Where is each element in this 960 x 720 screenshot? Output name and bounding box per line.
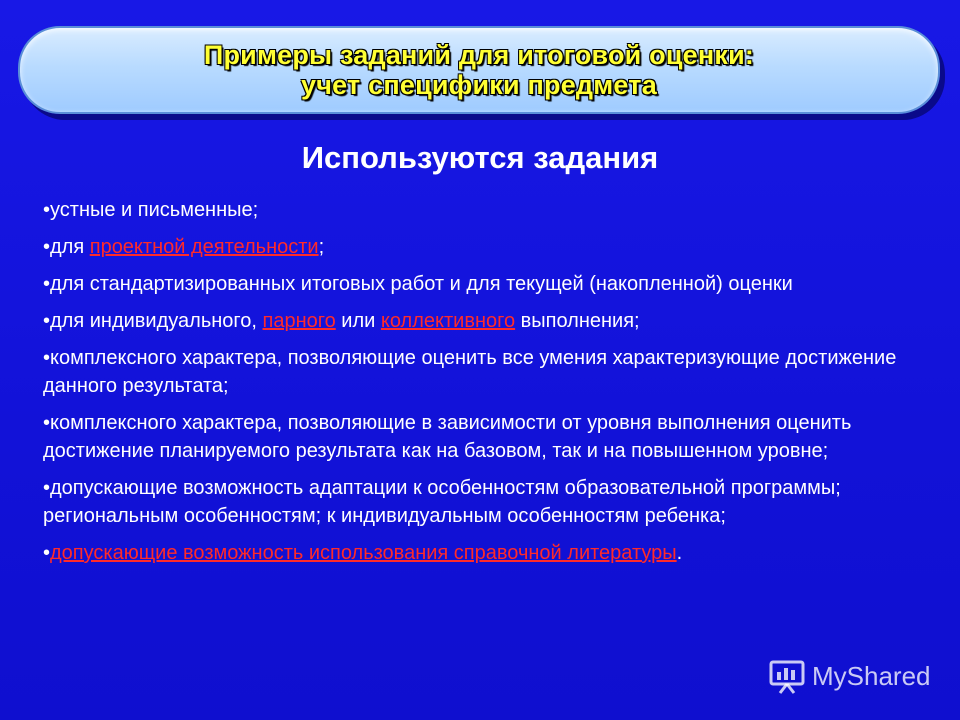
presentation-board-icon	[768, 657, 806, 695]
item-text: •для индивидуального,	[43, 310, 263, 332]
watermark[interactable]	[768, 656, 931, 696]
title-line-1: Примеры заданий для итоговой оценки:	[203, 40, 755, 70]
reference-literature-link[interactable]: допускающие возможность использования справочной литературы	[50, 542, 677, 564]
item-text: выполнения;	[515, 310, 640, 332]
item-text: .	[676, 542, 683, 564]
subheading: Используются задания	[301, 140, 659, 175]
pair-link[interactable]: парного	[262, 310, 336, 332]
item-text: ;	[318, 236, 325, 258]
project-activity-link[interactable]: проектной деятельности	[89, 236, 319, 258]
item-text: •устные и письменные;	[43, 199, 259, 221]
list-item	[43, 270, 923, 298]
item-text: •комплексного характера, позволяющие в зависимости от уровня выполнения оценить достижение планируемого результата как на базовом, так и на повышенном уровне;	[43, 412, 852, 462]
list-item	[43, 307, 923, 335]
list-item	[43, 409, 923, 465]
item-text: •комплексного характера, позволяющие оценить все умения характеризующие достижение данного результата;	[43, 347, 897, 397]
item-text: •для	[43, 236, 90, 258]
list-item	[43, 539, 923, 567]
item-text: •	[43, 542, 51, 564]
list-item	[43, 233, 923, 261]
item-text: •допускающие возможность адаптации к особенностям образовательной программы; региональным особенностям; к индивидуальным особенностям ребенка;	[43, 477, 841, 527]
collective-link[interactable]: коллективного	[380, 310, 516, 332]
item-text: •для стандартизированных итоговых работ и для текущей (накопленной) оценки	[43, 273, 793, 295]
watermark-text: MyShared	[812, 660, 931, 691]
title-line-2: учет специфики предмета	[301, 70, 657, 100]
list-item	[43, 474, 923, 530]
list-item	[43, 196, 923, 224]
item-text: или	[335, 310, 381, 332]
title-banner	[18, 26, 940, 114]
task-list	[43, 196, 923, 576]
list-item	[43, 344, 923, 400]
